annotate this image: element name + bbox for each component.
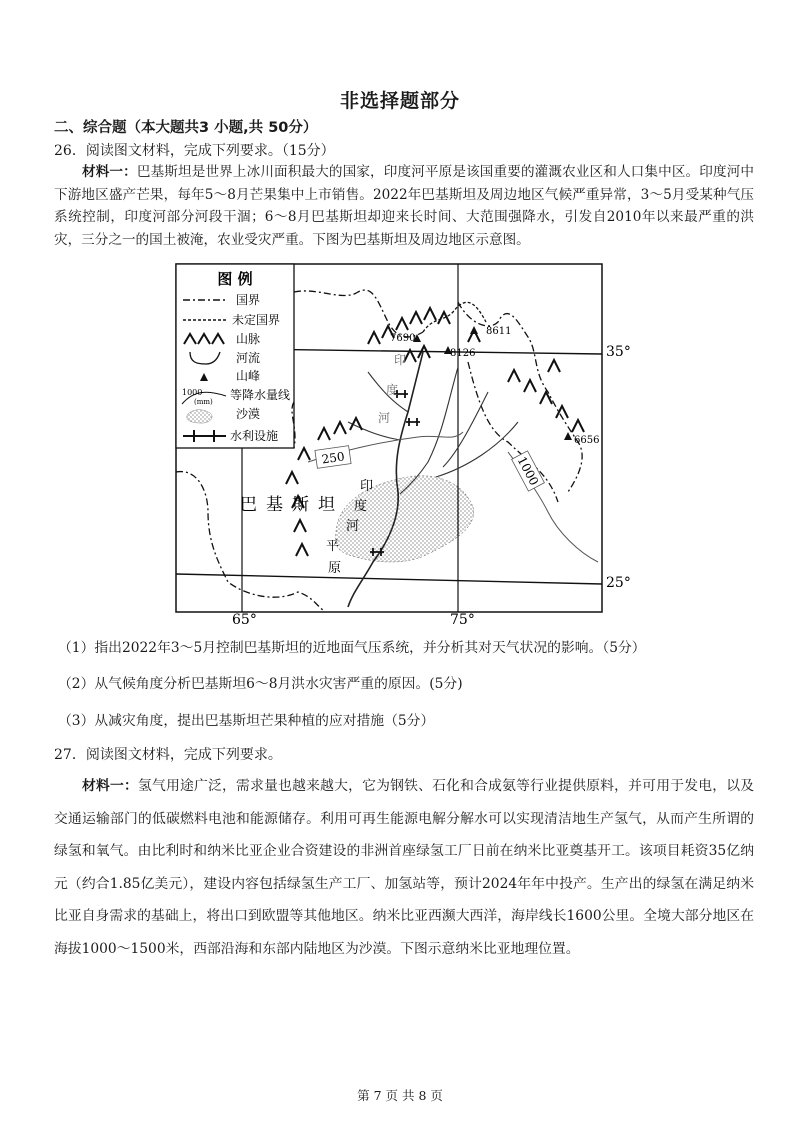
page-title: 非选择题部分	[339, 90, 460, 112]
latitude-25-label: 25°	[606, 575, 631, 591]
legend-desert-label: 沙漠	[236, 407, 261, 421]
isoline-unit: (mm)	[194, 398, 213, 406]
legend-mountain-label: 山脉	[236, 332, 261, 346]
section-heading: 二、综合题（本大题共3 小题,共 50分）	[54, 120, 318, 136]
material-label: 材料一：	[82, 164, 137, 180]
material-text: 巴基斯坦是世界上冰川面积最大的国家，印度河平原是该国重要的灌溉农业区和人口集中区。印度河中下游地区盛产芒果，每年5～8月芒果集中上市销售。2022年巴基斯坦及周边地区气候严重异常，3～5月受某种气压系统控制，印度河部分河段干涸；6～8月巴基斯坦却迎来长时间、大范围强降水，引发自2010年以来最严重的洪灾，三分之一的国土被淹，农业受灾严重。下图为巴基斯坦及周边地区示意图。	[54, 164, 755, 248]
indus-river-char-3: 河	[378, 411, 391, 425]
legend-peak-label: 山峰	[236, 369, 261, 383]
question-26-material	[54, 161, 754, 251]
peak-8126-label: 8126	[450, 348, 476, 359]
indus-river-char-1: 印	[394, 353, 407, 367]
question-27-intro: 27．阅读图文材料，完成下列要求。	[54, 747, 282, 763]
question-26-sub-3: （3）从减灾角度，提出巴基斯坦芒果种植的应对措施（5分）	[58, 713, 435, 729]
longitude-65-label: 65°	[232, 612, 257, 628]
longitude-75-label: 75°	[450, 612, 475, 628]
pakistan-char-3: 斯	[292, 495, 309, 515]
legend-isoline-label: 等降水量线	[230, 388, 291, 402]
indus-plain-char-1: 印	[360, 479, 374, 494]
peak-6656-label: 6656	[574, 435, 600, 446]
indus-plain-char-2: 度	[354, 499, 368, 514]
indus-plain-char-5: 原	[328, 561, 342, 576]
legend-water-facility-label: 水利设施	[230, 429, 279, 443]
pakistan-map	[168, 262, 631, 628]
question-27-material	[54, 770, 754, 965]
pakistan-char-2: 基	[266, 495, 283, 515]
legend-river-label: 河流	[236, 351, 261, 365]
legend-title: 图 例	[217, 270, 253, 288]
latitude-35-label: 35°	[606, 344, 631, 360]
material-text-27: 氢气用途广泛，需求量也越来越大，它为钢铁、石化和合成氨等行业提供原料，并可用于发电，以及交通运输部门的低碳燃料电池和能源储存。利用可再生能源电解分解水可以实现清洁地生产氢气，从而产生所谓的绿氢和氧气。由比利时和纳米比亚企业合资建设的非洲首座绿氢工厂日前在纳米比亚奠基开工。该项目耗资35亿纳元（约合1.85亿美元），建设内容包括绿氢生产工厂、加氢站等，预计2024年年中投产。生产出的绿氢在满足纳米比亚自身需求的基础上，将出口到欧盟等其他地区。纳米比亚西濒大西洋，海岸线长1600公里。全境大部分地区在海拔1000～1500米，西部沿海和东部内陆地区为沙漠。下图示意纳米比亚地理位置。	[54, 778, 755, 957]
indus-river-char-2: 度	[386, 383, 399, 397]
material-label-27: 材料一：	[82, 778, 139, 794]
question-26-sub-2: （2）从气候角度分析巴基斯坦6～8月洪水灾害严重的原因。(5分)	[58, 676, 463, 692]
isohyet-1000-label: 1000	[514, 454, 542, 488]
legend-border-label: 国界	[236, 293, 261, 307]
pakistan-char-1: 巴	[240, 495, 257, 515]
indus-plain-char-3: 河	[346, 519, 360, 534]
map-svg	[168, 262, 631, 628]
desert-symbol	[187, 410, 212, 423]
pakistan-char-4: 坦	[318, 495, 335, 515]
peak-8611-label: 8611	[486, 326, 512, 337]
isohyet-250-label: 250	[320, 449, 346, 467]
question-26-sub-1: （1）指出2022年3～5月控制巴基斯坦的近地面气压系统，并分析其对天气状况的影响。（5分）	[58, 640, 646, 656]
isoline-sample-value: 1000	[182, 388, 203, 397]
peak-7690-label: 7690	[390, 333, 416, 344]
page-footer: 第 7 页 共 8 页	[357, 1088, 443, 1103]
indus-plain-char-4: 平	[326, 539, 340, 554]
question-26-intro: 26．阅读图文材料，完成下列要求。（15分）	[54, 143, 335, 159]
legend-disputed-border-label: 未定国界	[232, 313, 281, 327]
